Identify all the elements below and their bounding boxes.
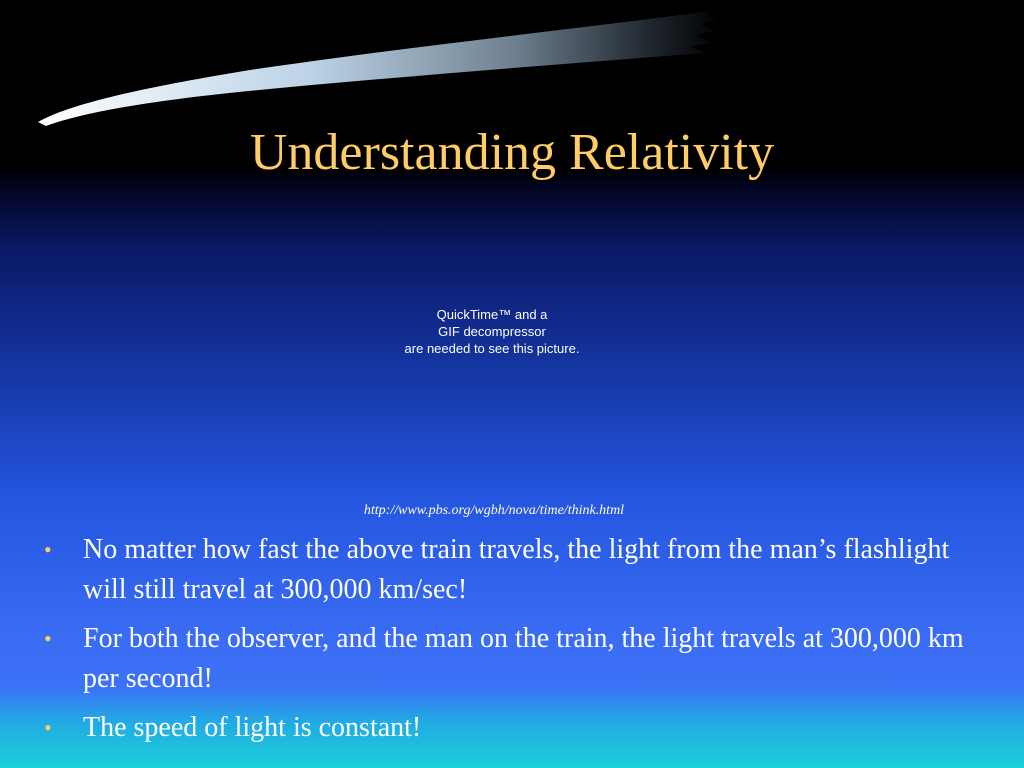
source-link[interactable]: http://www.pbs.org/wgbh/nova/time/think.html <box>363 503 625 518</box>
media-placeholder-line: GIF decompressor <box>438 324 546 339</box>
media-placeholder-line: QuickTime™ and a <box>436 307 548 322</box>
bullet-marker-icon: • <box>44 537 52 562</box>
bullet-marker-icon: • <box>44 626 52 651</box>
bullet-text: The speed of light is constant! <box>83 712 422 743</box>
bullet-marker-icon: • <box>44 715 52 740</box>
bullet-item <box>44 708 984 748</box>
bullet-text: No matter how fast the above train travels, the light from the man’s flashlight will still travel at 300,000 km/sec! <box>83 534 950 605</box>
bullet-list <box>44 530 984 757</box>
bullet-text: For both the observer, and the man on the train, the light travels at 300,000 km per second! <box>83 623 964 694</box>
bullet-item <box>44 530 984 610</box>
media-placeholder-line: are needed to see this picture. <box>404 341 580 356</box>
slide-title: Understanding Relativity <box>249 124 775 181</box>
bullet-item <box>44 619 984 699</box>
media-placeholder <box>370 306 614 357</box>
